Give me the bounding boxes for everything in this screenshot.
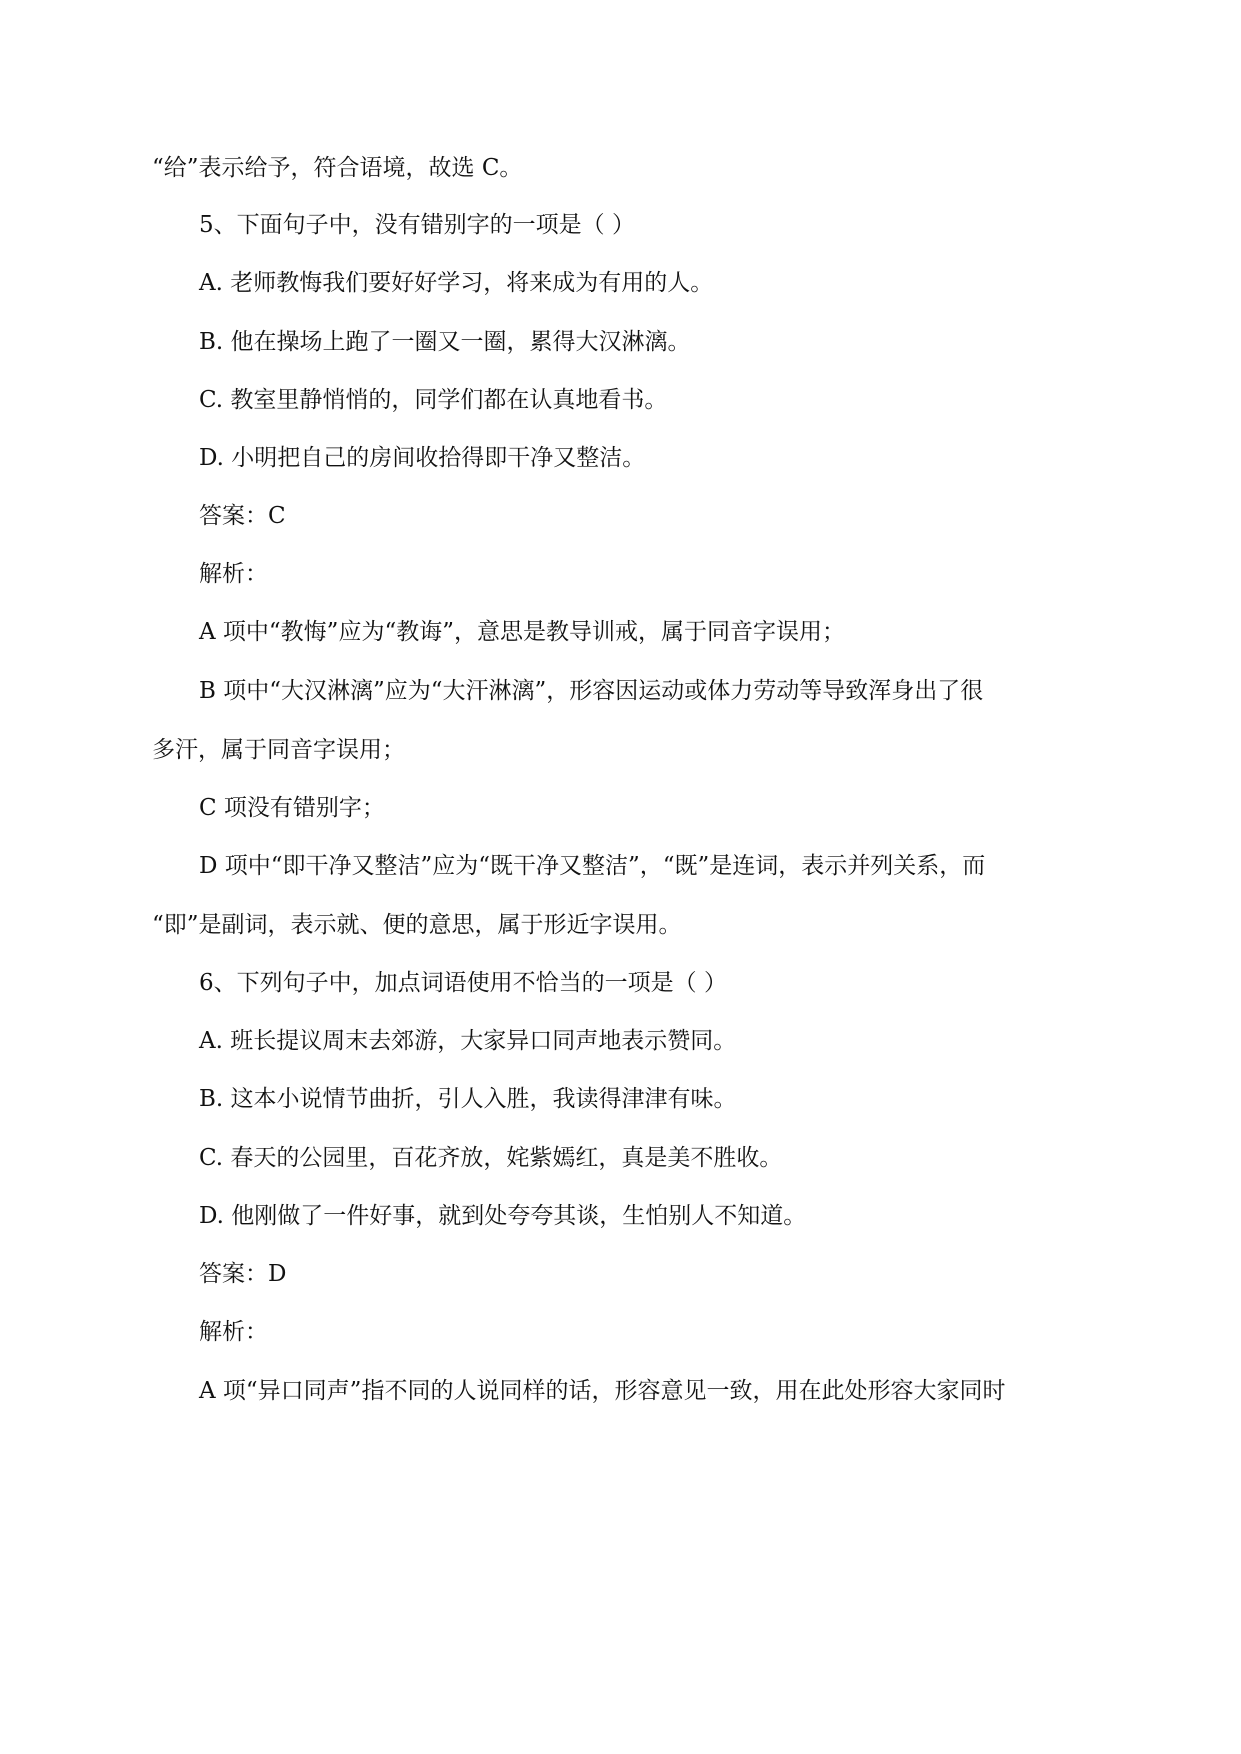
q5-analysis-c: C 项没有错别字； [199,795,385,821]
question-6: 6、下列句子中，加点词语使用不恰当的一项是（ ） [199,970,727,996]
q5-option-b: B. 他在操场上跑了一圈又一圈，累得大汉淋漓。 [199,329,691,355]
q5-analysis-a: A 项中“教悔”应为“教诲”，意思是教导训戒，属于同音字误用； [199,619,845,645]
q6-option-c: C. 春天的公园里，百花齐放，姹紫嫣红，真是美不胜收。 [199,1145,783,1171]
question-5: 5、下面句子中，没有错别字的一项是（ ） [199,212,635,238]
q6-answer: 答案：D [199,1261,287,1287]
text-line-prev-explanation: “给”表示给予，符合语境，故选 C。 [152,155,523,181]
q5-option-d: D. 小明把自己的房间收拾得即干净又整洁。 [199,445,646,471]
q6-option-b: B. 这本小说情节曲折，引人入胜，我读得津津有味。 [199,1086,737,1112]
q5-analysis-label: 解析： [199,561,268,587]
q5-analysis-d: D 项中“即干净又整洁”应为“既干净又整洁”，“既”是连词，表示并列关系，而 [199,853,986,879]
q6-option-a: A. 班长提议周末去郊游，大家异口同声地表示赞同。 [199,1028,737,1054]
q6-analysis-a: A 项“异口同声”指不同的人说同样的话，形容意见一致，用在此处形容大家同时 [199,1378,1006,1404]
q5-answer: 答案：C [199,503,286,529]
q6-option-d: D. 他刚做了一件好事，就到处夸夸其谈，生怕别人不知道。 [199,1203,807,1229]
q5-analysis-b-cont: 多汗，属于同音字误用； [152,737,405,763]
q5-option-c: C. 教室里静悄悄的，同学们都在认真地看书。 [199,387,668,413]
q5-analysis-b: B 项中“大汉淋漓”应为“大汗淋漓”，形容因运动或体力劳动等导致浑身出了很 [199,678,984,704]
q5-analysis-d-cont: “即”是副词，表示就、便的意思，属于形近字误用。 [152,912,682,938]
q5-option-a: A. 老师教悔我们要好好学习，将来成为有用的人。 [199,270,714,296]
q6-analysis-label: 解析： [199,1319,268,1345]
